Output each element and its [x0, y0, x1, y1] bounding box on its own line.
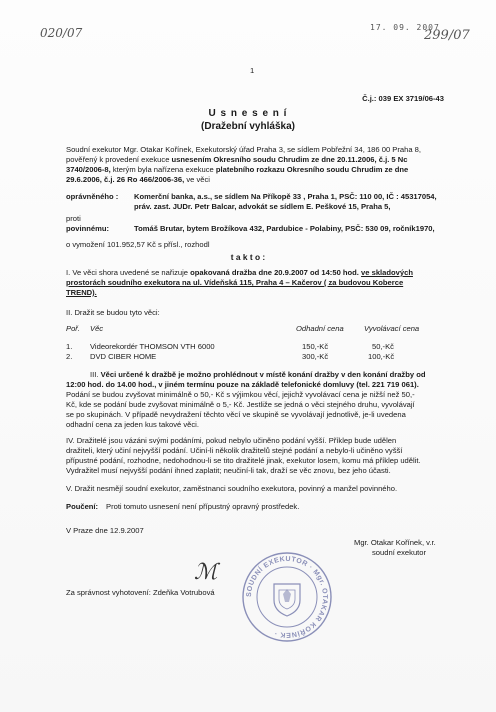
document-title: U s n e s e n í — [208, 108, 288, 119]
col-header-odhad: Odhadní cena — [296, 324, 344, 333]
takto-heading: t a k t o : — [230, 252, 266, 262]
opravneny-line-2: práv. zast. JUDr. Petr Balcar, advokát se sídlem E. Peškové 15, Praha 5, — [134, 202, 391, 211]
povinny-label: povinnému: — [66, 224, 110, 233]
proti-label: proti — [66, 214, 81, 223]
received-date-stamp: 17. 09. 2007 — [370, 23, 440, 32]
intro-line-2: pověřený k provedení exekuce usnesením Okresního soudu Chrudim ze dne 20.11.2006, č.j. 5 Nc — [66, 155, 408, 164]
correctness-note: Za správnost vyhotovení: Zdeňka Votrubová — [66, 588, 215, 597]
issue-date: V Praze dne 12.9.2007 — [66, 526, 144, 535]
section-1-line-2: prostorách soudního exekutora na ul. Vídeňská 115, Praha 4 – Kačerov ( za budovou Koberce — [66, 278, 404, 287]
section-3-line-4: Kč, kde se podání bude zvyšovat minimálně o 5,- Kč. Jestliže se jedná o věci stejného druhu, vyvolávají — [66, 400, 415, 409]
stamp-ring-text: SOUDNÍ EXEKUTOR · Mgr. OTAKAR KOŘÍNEK · — [245, 555, 329, 639]
item-num: 2. — [66, 352, 73, 361]
section-3-line-6: odhadní cena za jeden kus takové věci. — [66, 420, 199, 429]
item-name: Videorekordér THOMSON VTH 6000 — [90, 342, 215, 351]
section-1-line-3: TREND). — [66, 288, 97, 297]
item-num: 1. — [66, 342, 73, 351]
official-stamp — [240, 550, 334, 644]
document-subtitle: (Dražební vyhláška) — [201, 121, 295, 132]
item-name: DVD CIBER HOME — [90, 352, 157, 361]
povinny-text: Tomáš Brutar, bytem Brožíkova 432, Pardubice - Polabiny, PSČ: 530 09, ročník1970, — [134, 224, 435, 233]
item-odhad: 150,-Kč — [302, 342, 329, 351]
opravneny-line-1: Komerční banka, a.s., se sídlem Na Příkopě 33 , Praha 1, PSČ: 110 00, IČ : 45317054, — [134, 192, 437, 201]
page-number: 1 — [250, 66, 255, 75]
section-3-line-5: se po skupinách. V případě nevydražení těchto věcí ve skupině se vyvolávají jednotlivě, je-li uvedena — [66, 410, 406, 419]
intro-line-3: 3740/2006-8, kterým byla nařízena exekuce platebního rozkazu Okresního soudu Chrudim ze dne — [66, 165, 409, 174]
pouceni-label: Poučení: — [66, 502, 99, 511]
signature-mark: ℳ — [194, 560, 218, 585]
signature-name: Mgr. Otakar Kořínek, v.r. — [354, 538, 436, 547]
section-4-line-4: Vydražitel musí nejvyšší podání ihned zaplatit; neučiní-li tak, draží se věc znovu, bez jeho účasti. — [66, 466, 391, 475]
handwritten-number-right: 299/07 — [424, 28, 470, 43]
section-3-line-3: Podání se budou zvyšovat minimálně o 50,- Kč s výjimkou věcí, jejichž vyvolávací cena je nižší než 50,- — [66, 390, 415, 399]
section-1-line-1: I. Ve věci shora uvedené se nařizuje opakovaná dražba dne 20.9.2007 od 14:50 hod. ve skladových — [66, 268, 413, 277]
col-header-num: Poř. — [66, 324, 80, 333]
reference-number: Č.j.: 039 EX 3719/06-43 — [362, 94, 444, 103]
pouceni-text: Proti tomuto usnesení není přípustný opravný prostředek. — [106, 502, 300, 511]
signature-role: soudní exekutor — [372, 548, 427, 557]
section-4-line-3: přípustné podání, rozhodne, nedohodnou-li se tito dražitelé jinak, exekutor losem, komu má příklep udělit. — [66, 456, 421, 465]
item-vyvol: 50,-Kč — [372, 342, 394, 351]
vymozeni-text: o vymožení 101.952,57 Kč s přísl., rozhodl — [66, 240, 210, 249]
item-odhad: 300,-Kč — [302, 352, 329, 361]
section-3-line-2: 12:00 hod. do 14.00 hod., v jiném termínu pouze na základě telefonické domluvy (tel. 221 719 061). — [66, 380, 419, 389]
section-4-line-2: dražiteli, který učiní nejvyšší podání. Učiní-li několik dražitelů stejné podání a nebylo-li učiněno vyšší — [66, 446, 403, 455]
section-5-text: V. Dražit nesmějí soudní exekutor, zaměstnanci soudního exekutora, povinný a manžel povinného. — [66, 484, 398, 493]
section-2-heading: II. Dražit se budou tyto věci: — [66, 308, 160, 317]
intro-line-4: 29.6.2006, č.j. 26 Ro 466/2006-36, ve věci — [66, 175, 210, 184]
coat-of-arms-icon — [274, 584, 300, 616]
intro-line-1: Soudní exekutor Mgr. Otakar Kořínek, Exekutorský úřad Praha 3, se sídlem Pobřežní 34, 186 00 Praha 8, — [66, 145, 421, 154]
opravneny-label: oprávněného : — [66, 192, 119, 201]
handwritten-number-left: 020/07 — [40, 26, 83, 40]
col-header-vyvol: Vyvolávací cena — [364, 324, 420, 333]
item-vyvol: 100,-Kč — [368, 352, 395, 361]
section-3-line-1: III. Věci určené k dražbě je možno prohlédnout v místě konání dražby v den konání dražby od — [90, 370, 426, 379]
section-4-line-1: IV. Dražitelé jsou vázáni svými podáními, pokud nebylo učiněno podání vyšší. Příklep bude udělen — [66, 436, 397, 445]
col-header-item: Věc — [90, 324, 104, 333]
